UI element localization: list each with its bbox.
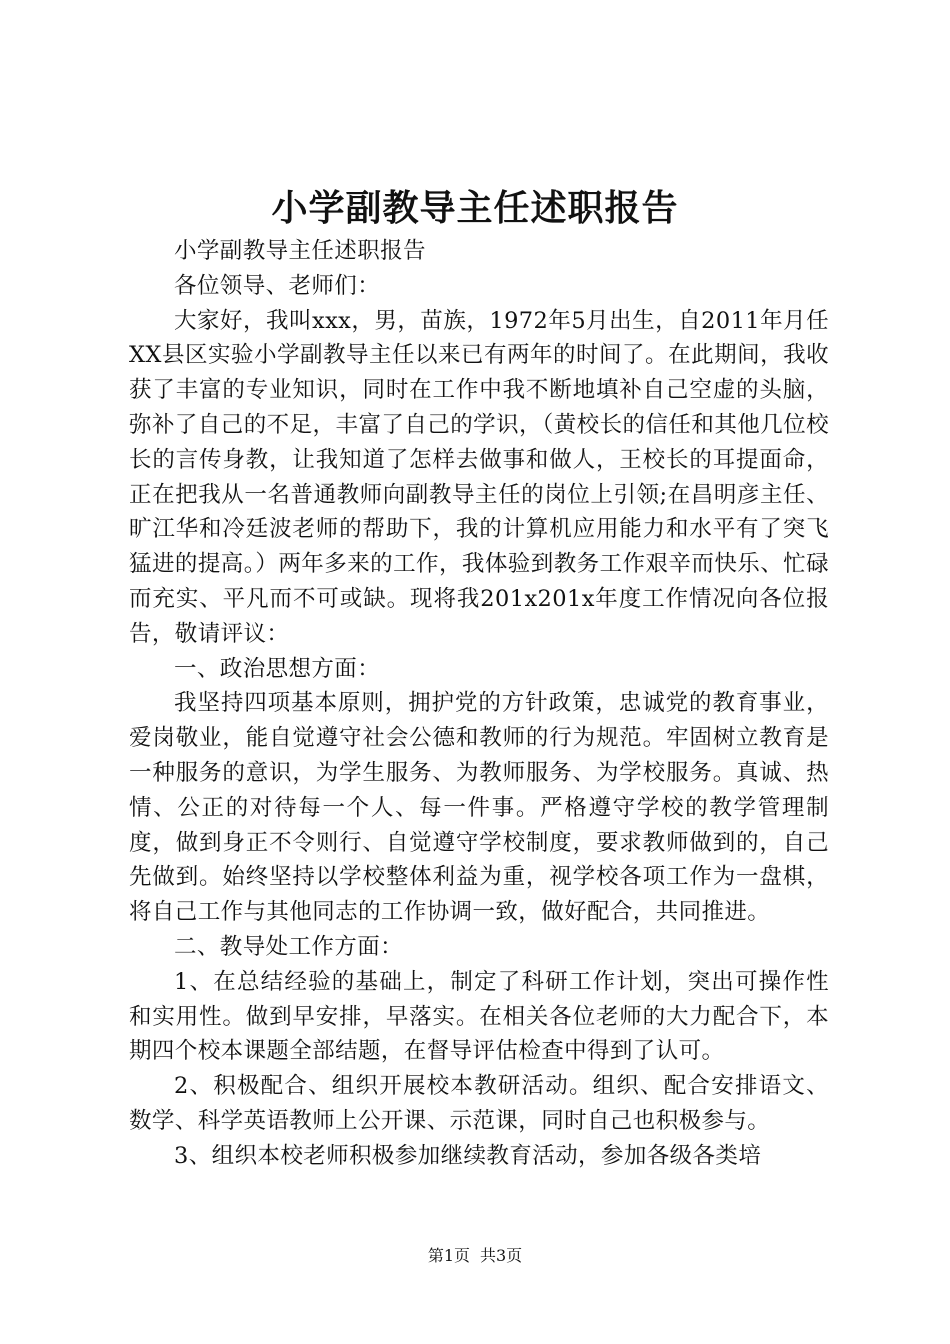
section-heading-teaching-office: 二、教导处工作方面： [174, 933, 404, 960]
section-heading-political: 一、政治思想方面： [174, 655, 381, 682]
document-body [129, 234, 829, 1174]
page-number: 第1页 [427, 1246, 470, 1265]
document-title: 小学副教导主任述职报告 [271, 187, 679, 229]
page-total: 共3页 [480, 1246, 523, 1265]
salutation: 各位领导、老师们： [174, 272, 381, 299]
page-footer [0, 1245, 950, 1267]
item-paragraph-1: 1、在总结经验的基础上，制定了科研工作计划，突出可操作性和实用性。做到早安排，早落实。在相关各位老师的大力配合下，本期四个校本课题全部结题，在督导评估检查中得到了认可。 [129, 968, 829, 1065]
item-paragraph-2: 2、积极配合、组织开展校本教研活动。组织、配合安排语文、数学、科学英语教师上公开课、示范课，同时自己也积极参与。 [129, 1073, 829, 1134]
subtitle-line: 小学副教导主任述职报告 [174, 238, 426, 264]
political-paragraph: 我坚持四项基本原则，拥护党的方针政策，忠诚党的教育事业，爱岗敬业，能自觉遵守社会公德和教师的行为规范。牢固树立教育是一种服务的意识，为学生服务、为教师服务、为学校服务。真诚、热情、公正的对待每一个人、每一件事。严格遵守学校的教学管理制度，做到身正不令则行、自觉遵守学校制度，要求教师做到的，自己先做到。始终坚持以学校整体利益为重，视学校各项工作为一盘棋，将自己工作与其他同志的工作协调一致，做好配合，共同推进。 [129, 690, 829, 926]
intro-paragraph: 大家好，我叫xxx，男，苗族，1972年5月出生，自2011年月任XX县区实验小学副教导主任以来已有两年的时间了。在此期间，我收获了丰富的专业知识，同时在工作中我不断地填补自己空虚的头脑，弥补了自己的不足，丰富了自己的学识，（黄校长的信任和其他几位校长的言传身教，让我知道了怎样去做事和做人，王校长的耳提面命，正在把我从一名普通教师向副教导主任的岗位上引领;在昌明彦主任、旷江华和冷廷波老师的帮助下，我的计算机应用能力和水平有了突飞猛进的提高。）两年多来的工作，我体验到教务工作艰辛而快乐、忙碌而充实、平凡而不可或缺。现将我201x201x年度工作情况向各位报告，敬请评议： [129, 307, 829, 647]
item-paragraph-3: 3、组织本校老师积极参加继续教育活动，参加各级各类培 [174, 1142, 762, 1169]
